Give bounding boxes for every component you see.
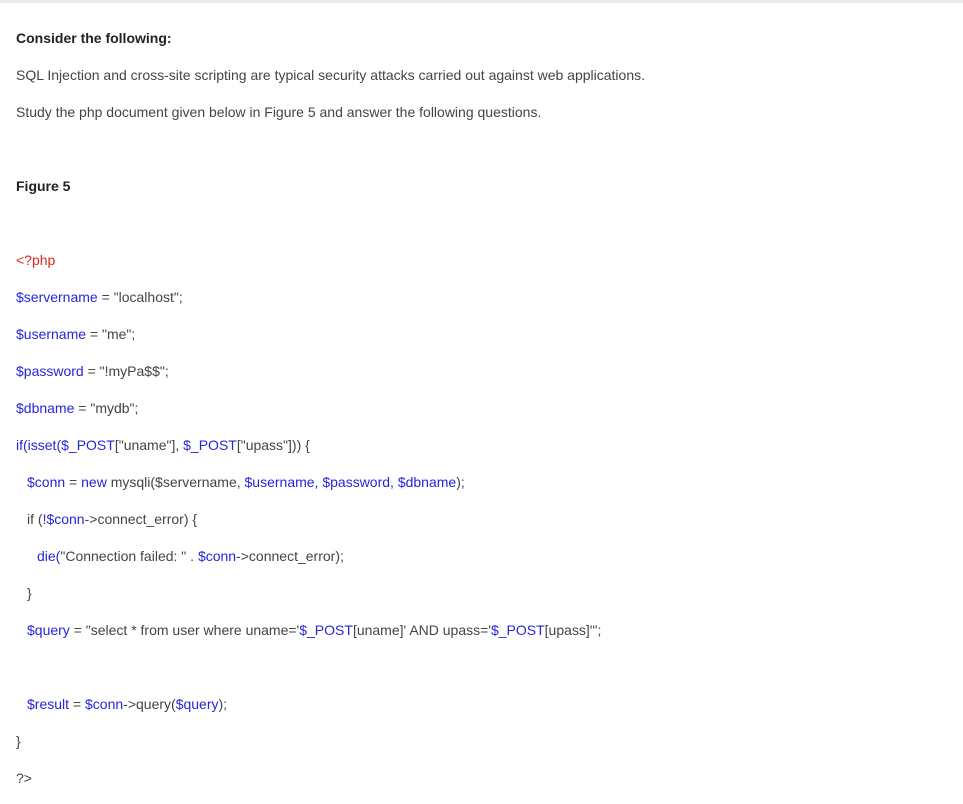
- code-line-result: [27, 696, 227, 712]
- code-token: $_POST: [299, 622, 353, 638]
- code-token: );: [456, 474, 465, 490]
- intro-line-2: Study the php document given below in Figure 5 and answer the following questions.: [16, 104, 542, 120]
- code-token: );: [335, 548, 344, 564]
- code-token: ->connect_error: [236, 548, 336, 564]
- php-close-tag: ?>: [16, 770, 32, 786]
- code-line-dbname: [16, 400, 138, 416]
- code-line-close-block: }: [16, 733, 21, 749]
- figure-label: Figure 5: [16, 178, 71, 194]
- code-token: ->query(: [123, 696, 176, 712]
- code-token: $conn: [197, 548, 237, 564]
- code-token: $_POST: [490, 622, 545, 638]
- code-line-die: [37, 548, 344, 564]
- code-token: if(isset(: [16, 437, 62, 453]
- code-line-query: [27, 622, 601, 638]
- code-token: {: [301, 437, 310, 453]
- top-divider: [0, 0, 963, 3]
- code-token: if (: [27, 511, 43, 527]
- code-line-if-error: [27, 511, 197, 527]
- code-text: = "mydb";: [74, 400, 139, 416]
- php-open-tag: <?php: [16, 252, 56, 268]
- code-line-if-isset: [16, 437, 310, 453]
- code-var: $username: [16, 326, 87, 342]
- code-var: $password: [16, 363, 84, 379]
- code-token: = "select * from user where uname=': [69, 622, 300, 638]
- code-token: =: [65, 474, 82, 490]
- code-token: $conn: [27, 474, 66, 490]
- code-line-servername: [16, 289, 183, 305]
- code-token: $conn: [85, 696, 124, 712]
- code-token: [uname]' AND upass=': [352, 622, 491, 638]
- code-token: $result: [27, 696, 70, 712]
- code-text: = "!myPa$$";: [83, 363, 169, 379]
- code-line-close-if: }: [27, 585, 32, 601]
- code-token: $query: [175, 696, 219, 712]
- code-token: ["upass"])): [236, 437, 302, 453]
- code-token: ->connect_error) {: [84, 511, 198, 527]
- code-line-username: [16, 326, 135, 342]
- code-token: $_POST: [61, 437, 115, 453]
- code-var: $dbname: [16, 400, 75, 416]
- code-var: $servername: [16, 289, 98, 305]
- code-token: $username, $password, $dbname: [244, 474, 457, 490]
- question-heading: Consider the following:: [16, 30, 172, 46]
- code-token: die(: [37, 548, 61, 564]
- code-token: );: [218, 696, 228, 712]
- code-text: = "me";: [86, 326, 136, 342]
- code-token: "Connection failed: " .: [60, 548, 198, 564]
- intro-line-1: SQL Injection and cross-site scripting are typical security attacks carried out against web applications.: [16, 67, 646, 83]
- code-token: !$conn: [42, 511, 85, 527]
- code-token: [upass]'";: [544, 622, 602, 638]
- code-token: $_POST: [183, 437, 237, 453]
- code-token: mysqli($servername,: [106, 474, 245, 490]
- code-text: = "localhost";: [97, 289, 183, 305]
- code-line-conn: [27, 474, 465, 490]
- code-line-password: [16, 363, 169, 379]
- code-token: new: [81, 474, 107, 490]
- code-token: ["uname"],: [114, 437, 184, 453]
- code-token: =: [69, 696, 85, 712]
- code-token: $query: [27, 622, 70, 638]
